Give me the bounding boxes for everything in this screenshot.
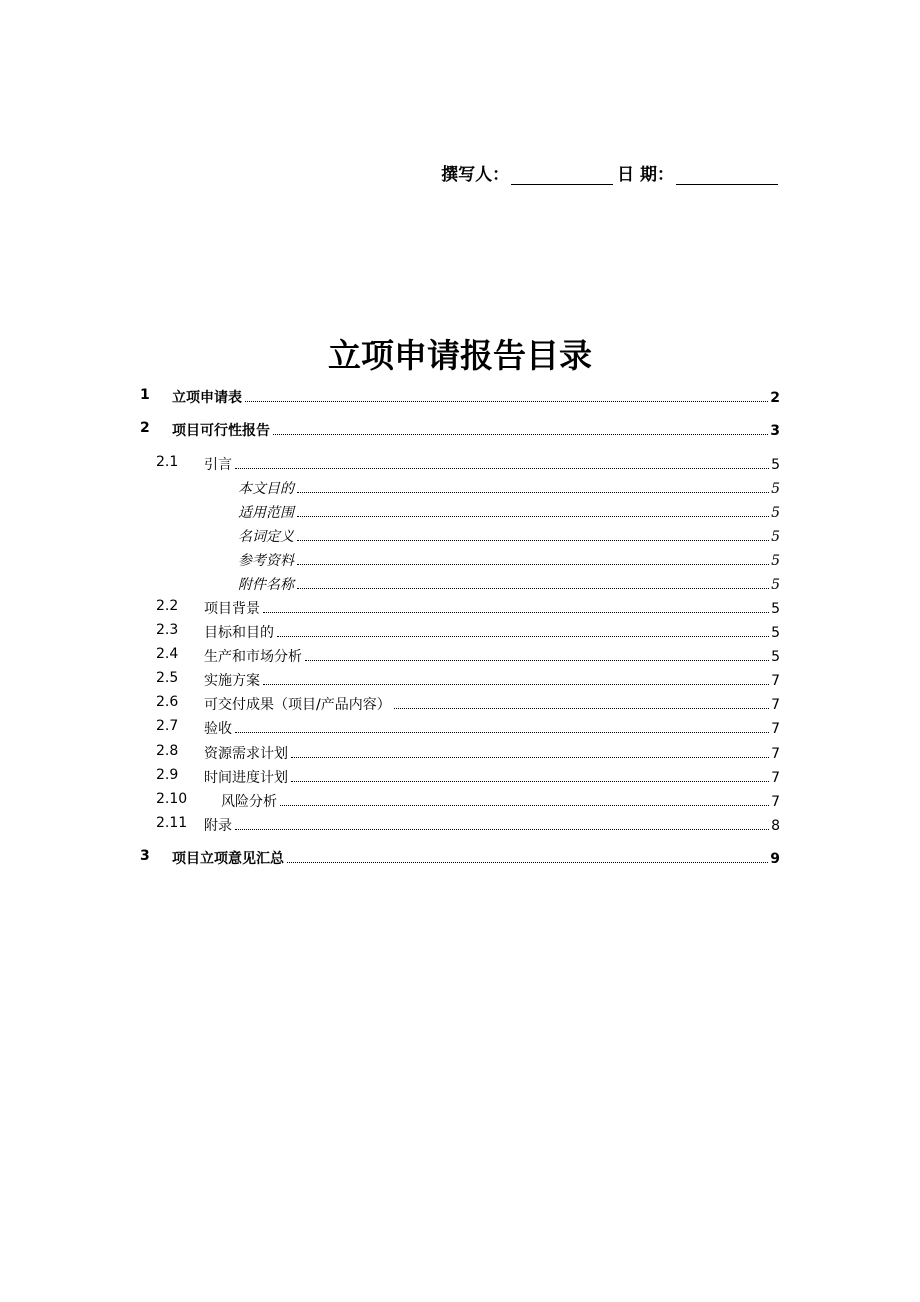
toc-leader-dots: [297, 539, 769, 541]
toc-entry[interactable]: [238, 502, 780, 524]
toc-number: 2.2: [156, 598, 179, 614]
toc-label: 项目背景: [204, 601, 260, 617]
toc-label: 项目立项意见汇总: [172, 851, 284, 867]
author-blank: [511, 166, 613, 185]
toc-leader-dots: [277, 635, 769, 637]
toc-label: 适用范围: [238, 505, 294, 521]
toc-number: 2: [140, 420, 150, 436]
toc-leader-dots: [235, 731, 769, 733]
toc-number: 2.1: [156, 454, 179, 470]
toc-label: 生产和市场分析: [204, 649, 302, 665]
toc-entry[interactable]: [156, 598, 780, 620]
toc-entry[interactable]: [140, 420, 780, 442]
toc-page-number: 7: [771, 746, 780, 762]
toc-label: 参考资料: [238, 553, 294, 569]
toc-page-number: 2: [770, 390, 780, 406]
toc-label: 资源需求计划: [204, 746, 288, 762]
toc-label: 项目可行性报告: [172, 423, 270, 439]
toc-page-number: 5: [771, 601, 780, 617]
toc-page-number: 5: [771, 625, 780, 641]
toc-page-number: 5: [771, 529, 780, 545]
toc-number: 2.4: [156, 646, 179, 662]
toc-page-number: 5: [771, 553, 780, 569]
date-label: 日 期：: [617, 165, 674, 185]
toc-leader-dots: [297, 563, 769, 565]
toc-entry[interactable]: [156, 454, 780, 476]
toc-page-number: 7: [771, 770, 780, 786]
author-label: 撰写人：: [441, 165, 510, 185]
toc-page-number: 5: [771, 577, 780, 593]
toc-leader-dots: [291, 780, 769, 782]
signature-line: [441, 160, 780, 185]
toc-number: 2.8: [156, 743, 179, 759]
toc-label: 风险分析: [221, 794, 277, 810]
toc-leader-dots: [297, 491, 769, 493]
toc-page-number: 8: [771, 818, 780, 834]
toc-label: 目标和目的: [204, 625, 274, 641]
toc-entry[interactable]: [140, 848, 780, 870]
toc-leader-dots: [297, 515, 769, 517]
toc-page-number: 7: [771, 697, 780, 713]
toc-number: 3: [140, 848, 150, 864]
toc-page-number: 7: [771, 721, 780, 737]
date-blank: [676, 166, 778, 185]
toc-label: 附件名称: [238, 577, 294, 593]
toc-number: 2.10: [156, 791, 188, 807]
toc-leader-dots: [291, 756, 769, 758]
toc-leader-dots: [245, 400, 768, 402]
toc-label: 实施方案: [204, 673, 260, 689]
toc-page-number: 3: [770, 423, 780, 439]
toc-entry[interactable]: [156, 670, 780, 692]
toc-leader-dots: [287, 861, 768, 863]
toc-number: 2.5: [156, 670, 179, 686]
toc-label: 引言: [204, 457, 232, 473]
page-title: 立项申请报告目录: [328, 336, 592, 375]
toc-label: 可交付成果（项目/产品内容）: [204, 697, 391, 713]
toc-leader-dots: [305, 659, 769, 661]
toc-page-number: 5: [771, 505, 780, 521]
toc-number: 2.7: [156, 718, 179, 734]
toc-number: 2.9: [156, 767, 179, 783]
toc-label: 名词定义: [238, 529, 294, 545]
toc-entry[interactable]: [156, 622, 780, 644]
toc-label: 立项申请表: [172, 390, 242, 406]
toc-entry[interactable]: [156, 694, 780, 716]
toc-entry[interactable]: [156, 791, 780, 813]
toc-entry[interactable]: [238, 550, 780, 572]
toc-leader-dots: [235, 467, 769, 469]
toc-leader-dots: [263, 611, 769, 613]
toc-leader-dots: [297, 587, 769, 589]
toc-entry[interactable]: [238, 574, 780, 596]
toc-entry[interactable]: [156, 767, 780, 789]
toc-leader-dots: [263, 683, 769, 685]
toc-label: 验收: [204, 721, 232, 737]
toc-leader-dots: [280, 804, 769, 806]
toc-entry[interactable]: [156, 718, 780, 740]
toc-page-number: 9: [770, 851, 780, 867]
toc-number: 2.3: [156, 622, 179, 638]
toc-entry[interactable]: [238, 526, 780, 548]
toc-page-number: 5: [771, 649, 780, 665]
toc-number: 2.11: [156, 815, 188, 831]
toc-page-number: 7: [771, 794, 780, 810]
toc-entry[interactable]: [156, 743, 780, 765]
toc-entry[interactable]: [140, 387, 780, 409]
toc-number: 2.6: [156, 694, 179, 710]
toc-entry[interactable]: [156, 646, 780, 668]
toc-entry[interactable]: [238, 478, 780, 500]
toc-label: 本文目的: [238, 481, 294, 497]
toc-page-number: 5: [771, 457, 780, 473]
toc-leader-dots: [394, 707, 769, 709]
toc-entry[interactable]: [156, 815, 780, 837]
toc-page-number: 5: [771, 481, 780, 497]
toc-leader-dots: [273, 433, 768, 435]
toc-label: 附录: [204, 818, 232, 834]
toc-leader-dots: [235, 828, 769, 830]
toc-label: 时间进度计划: [204, 770, 288, 786]
toc-number: 1: [140, 387, 150, 403]
toc-page-number: 7: [771, 673, 780, 689]
